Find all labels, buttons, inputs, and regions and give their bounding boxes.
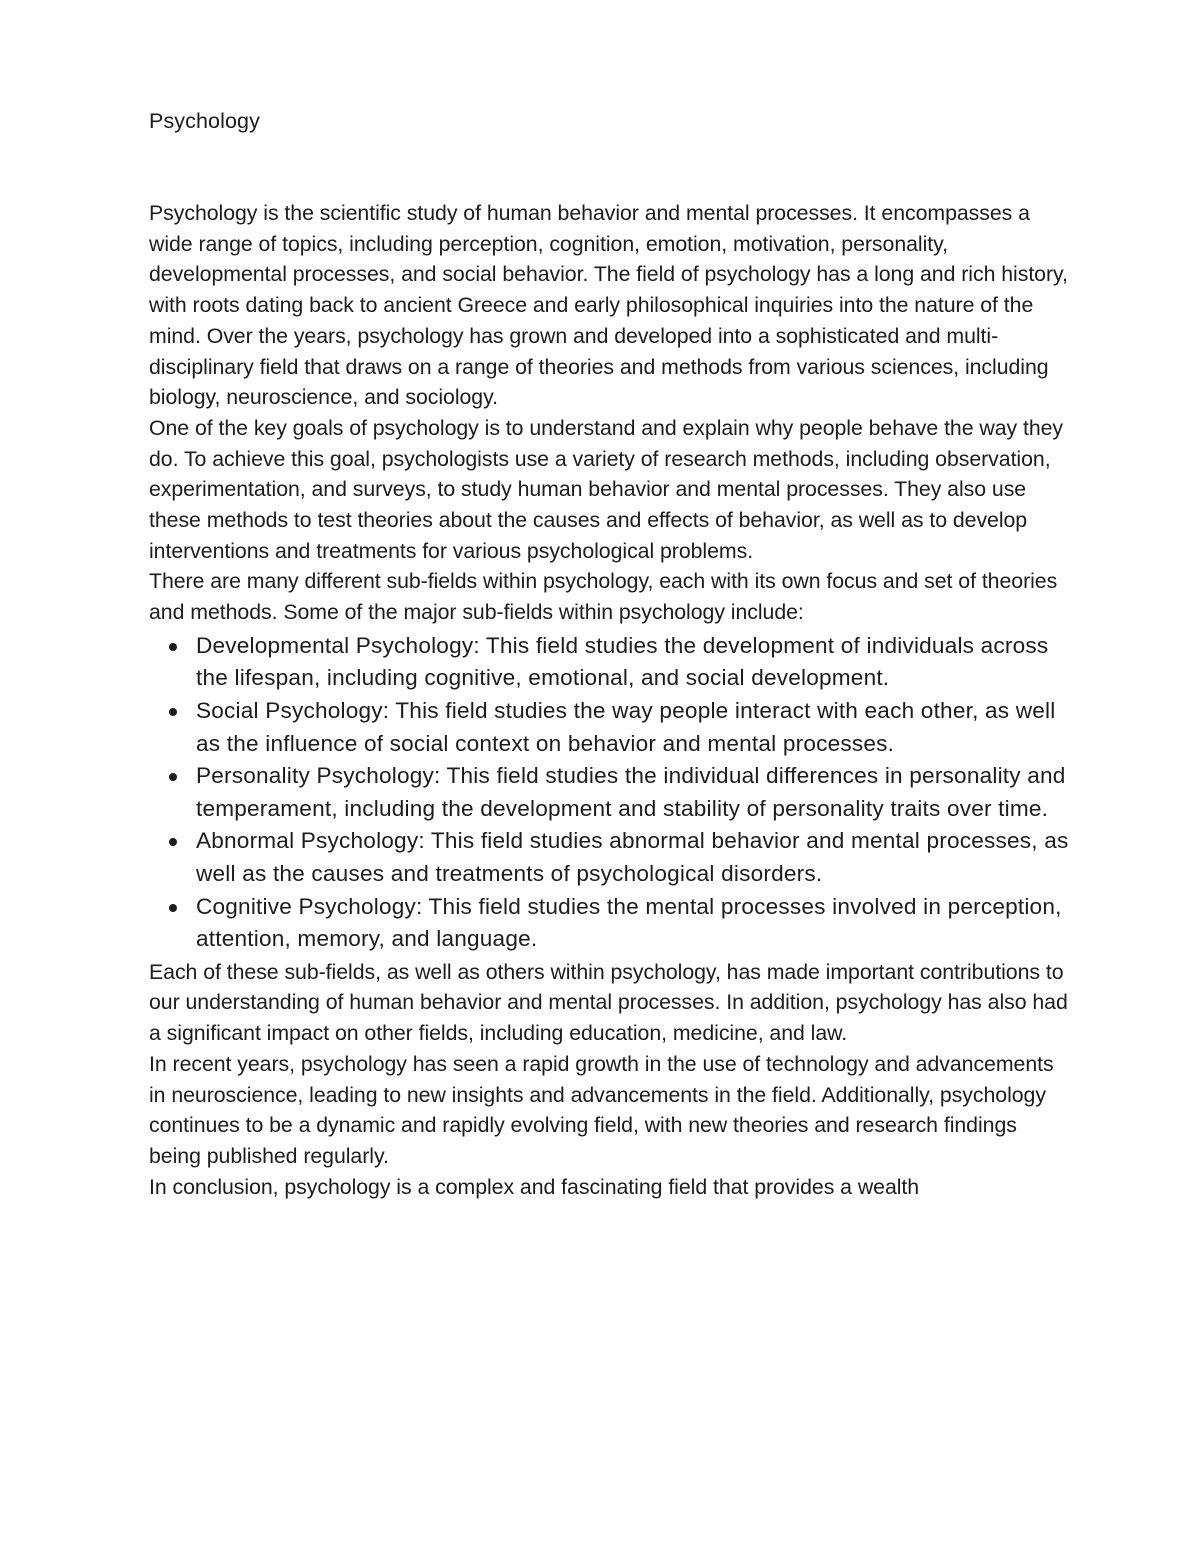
document-body <box>149 198 1069 1202</box>
conclusion-paragraph: In conclusion, psychology is a complex and fascinating field that provides a wealth <box>149 1174 920 1199</box>
list-item-text: Personality Psychology: This field studies the individual differences in personality and temperament, including the development and stability of personality traits over time. <box>196 763 1066 821</box>
bullet-dot-icon <box>169 904 177 912</box>
document-title: Psychology <box>149 109 260 133</box>
goals-paragraph: One of the key goals of psychology is to understand and explain why people behave the way they do. To achieve this goal, psychologists use a variety of research methods, including observation, experimentation, and surveys, to study human behavior and mental processes. They also use these methods to test theories about the causes and effects of behavior, as well as to develop interventions and treatments for various psychological problems. <box>149 415 1064 563</box>
bullet-dot-icon <box>169 643 177 651</box>
subfields-list <box>149 630 1069 956</box>
list-item <box>196 825 1069 890</box>
list-item-text: Social Psychology: This field studies the way people interact with each other, as well as the influence of social context on behavior and mental processes. <box>196 698 1056 756</box>
recent-years-paragraph: In recent years, psychology has seen a rapid growth in the use of technology and advancements in neuroscience, leading to new insights and advancements in the field. Additionally, psychology continues to be a dynamic and rapidly evolving field, with new theories and research findings being published regularly. <box>149 1051 1054 1168</box>
bullet-dot-icon <box>169 773 177 781</box>
list-item-text: Developmental Psychology: This field studies the development of individuals across the lifespan, including cognitive, emotional, and social development. <box>196 632 1049 691</box>
list-item <box>196 891 1069 956</box>
contributions-paragraph: Each of these sub-fields, as well as others within psychology, has made important contributions to our understanding of human behavior and mental processes. In addition, psychology has also had a significant impact on other fields, including education, medicine, and law. <box>149 959 1068 1046</box>
list-item-text: Abnormal Psychology: This field studies abnormal behavior and mental processes, as well as the causes and treatments of psychological disorders. <box>196 828 1069 886</box>
subfields-intro-paragraph: There are many different sub-fields within psychology, each with its own focus and set of theories and methods. Some of the major sub-fields within psychology include: <box>149 569 1058 625</box>
list-item <box>196 760 1069 825</box>
bullet-dot-icon <box>169 708 177 716</box>
list-item-text: Cognitive Psychology: This field studies the mental processes involved in perception, attention, memory, and language. <box>196 893 1062 952</box>
list-item <box>196 630 1069 695</box>
bullet-dot-icon <box>169 838 177 846</box>
list-item <box>196 695 1069 760</box>
intro-paragraph: Psychology is the scientific study of human behavior and mental processes. It encompasses a wide range of topics, including perception, cognition, emotion, motivation, personality, developmental processes, and social behavior. The field of psychology has a long and rich history, with roots dating back to ancient Greece and early philosophical inquiries into the nature of the mind. Over the years, psychology has grown and developed into a sophisticated and multi-disciplinary field that draws on a range of theories and methods from various sciences, including biology, neuroscience, and sociology. <box>149 201 1068 410</box>
